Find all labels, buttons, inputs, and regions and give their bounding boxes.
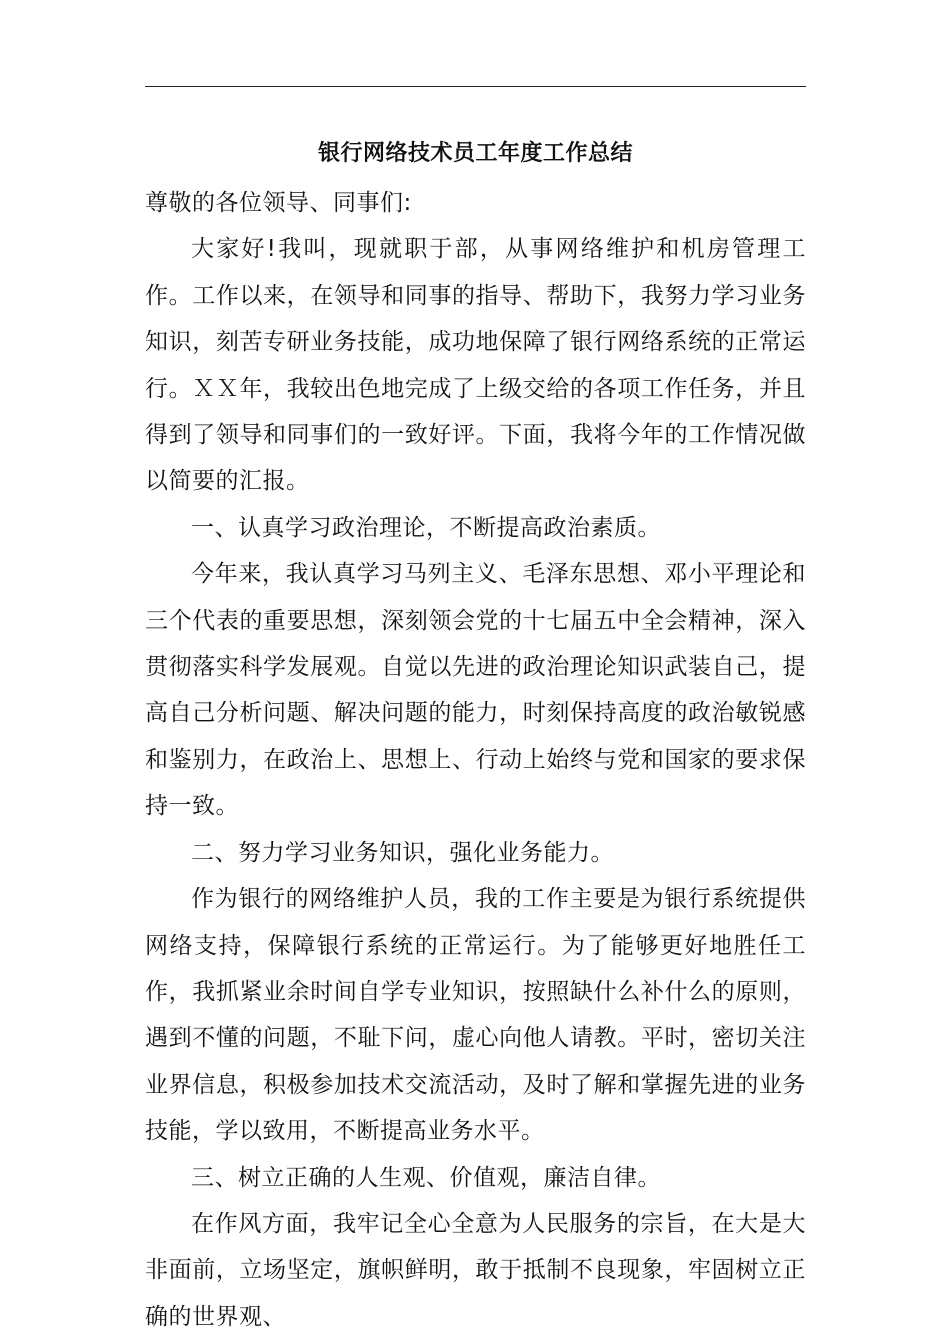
section-1-paragraph: 今年来，我认真学习马列主义、毛泽东思想、邓小平理论和三个代表的重要思想，深刻领会党的十七届五中全会精神，深入贯彻落实科学发展观。自觉以先进的政治理论知识武装自己，提高自己分析问题、解决问题的能力，时刻保持高度的政治敏锐感和鉴别力，在政治上、思想上、行动上始终与党和国家的要求保持一致。: [145, 561, 806, 820]
document-title: 银行网络技术员工年度工作总结: [317, 141, 633, 166]
section-heading-2: 二、努力学习业务知识，强化业务能力。: [191, 839, 614, 866]
section-3-paragraph: 在作风方面，我牢记全心全意为人民服务的宗旨，在大是大非面前，立场坚定，旗帜鲜明，敢于抵制不良现象，牢固树立正确的世界观、: [145, 1210, 806, 1330]
document-body: [145, 180, 806, 1340]
intro-paragraph: 大家好!我叫，现就职于部，从事网络维护和机房管理工作。工作以来，在领导和同事的指导、帮助下，我努力学习业务知识，刻苦专研业务技能，成功地保障了银行网络系统的正常运行。ＸＸ年，我较出色地完成了上级交给的各项工作任务，并且得到了领导和同事们的一致好评。下面，我将今年的工作情况做以简要的汇报。: [145, 236, 806, 495]
section-heading-1: 一、认真学习政治理论，不断提高政治素质。: [191, 514, 661, 541]
section-2-paragraph: 作为银行的网络维护人员，我的工作主要是为银行系统提供网络支持，保障银行系统的正常运行。为了能够更好地胜任工作，我抓紧业余时间自学专业知识，按照缺什么补什么的原则，遇到不懂的问题，不耻下问，虚心向他人请教。平时，密切关注业界信息，积极参加技术交流活动，及时了解和掌握先进的业务技能，学以致用，不断提高业务水平。: [145, 886, 806, 1145]
header-rule: [145, 86, 806, 87]
salutation-paragraph: 尊敬的各位领导、同事们:: [145, 190, 412, 216]
section-heading-3: 三、树立正确的人生观、价值观，廉洁自律。: [191, 1164, 661, 1191]
